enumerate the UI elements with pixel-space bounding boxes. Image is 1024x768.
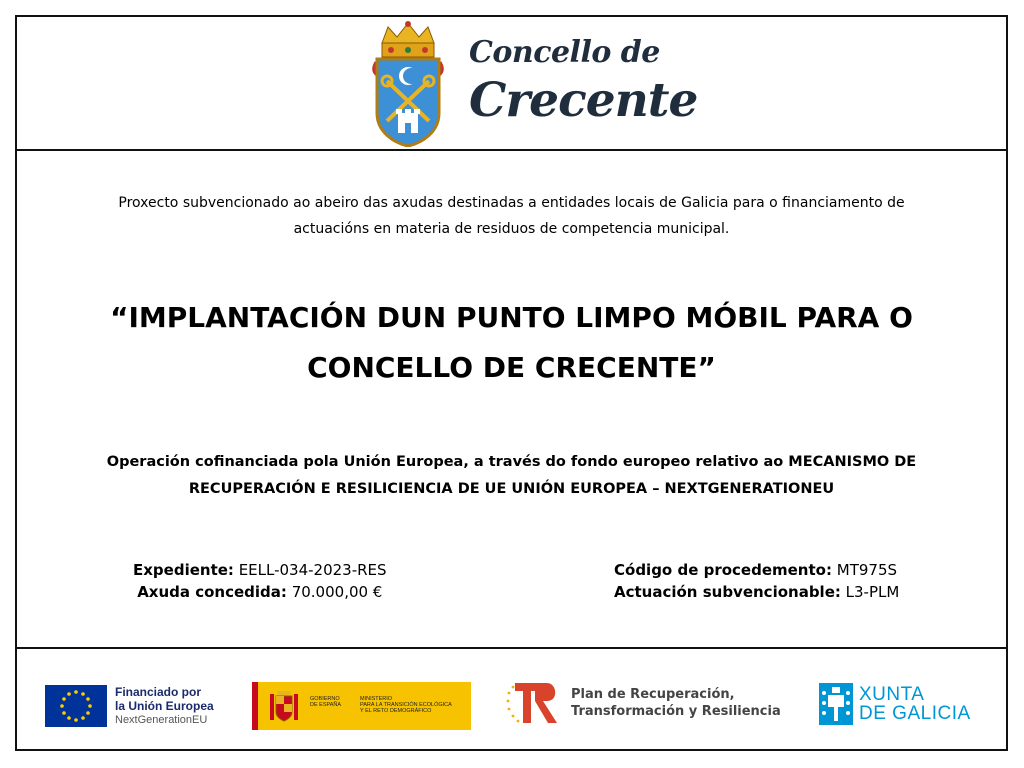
spain-flag-stripe [252,682,258,730]
actuacion-row [614,581,899,603]
eu-line-3: NextGenerationEU [115,714,208,726]
xunta-line-2: DE GALICIA [859,703,971,724]
recovery-plan-tr-icon [505,679,561,727]
axuda-label: Axuda concedida: [137,583,287,601]
ministerio-line-1: MINISTERIO [360,696,393,702]
poster-frame [15,15,1008,751]
codigo-value: MT975S [836,561,898,579]
codigo-row [614,559,899,581]
eu-logo-text [115,685,214,727]
brand-name-line-1: Concello de [469,35,660,70]
actuacion-label: Actuación subvencionable: [614,583,841,601]
xunta-text [859,685,971,723]
ministerio-line-3: Y EL RETO DEMOGRÁFICO [360,708,432,714]
expediente-row [133,559,387,581]
gobierno-text [310,696,341,708]
recovery-plan-line-2: Transformación y Resiliencia [571,704,781,719]
cofinancing-statement [57,449,966,503]
spain-government-logo [252,682,471,730]
expediente-value: EELL-034-2023-RES [238,561,387,579]
eu-line-2: la Unión Europea [115,699,214,713]
intro-line-2: actuacións en materia de residuos de competencia municipal. [293,221,730,237]
cofinancing-line-1: Operación cofinanciada pola Unión Europea, a través do fondo europeo relativo ao MECANISMO DE [106,454,917,470]
codigo-label: Código de procedemento: [614,561,832,579]
actuacion-value: L3-PLM [845,583,900,601]
xunta-emblem-icon [819,683,853,725]
xunta-line-1: XUNTA [859,684,925,705]
recovery-plan-logo [505,679,781,727]
eu-flag-icon [45,685,107,727]
ministerio-text [360,696,452,714]
recovery-plan-text [571,686,781,720]
recovery-plan-line-1: Plan de Recuperación, [571,687,735,702]
gobierno-line-2: DE ESPAÑA [310,702,342,708]
project-title-line-1: “IMPLANTACIÓN DUN PUNTO LIMPO MÓBIL PARA O [110,301,913,334]
project-title-line-2: CONCELLO DE CRECENTE” [307,351,716,384]
ministerio-line-2: PARA LA TRANSICIÓN ECOLÓGICA [360,702,452,708]
header [17,17,1006,151]
coat-of-arms-icon [369,21,447,147]
file-details [133,559,387,603]
intro-line-1: Proxecto subvencionado ao abeiro das axudas destinadas a entidades locais de Galicia para o financiamento de [118,195,905,211]
eu-line-1: Financiado por [115,685,202,699]
cofinancing-line-2: RECUPERACIÓN E RESILICIENCIA DE UE UNIÓN EUROPEA – NEXTGENERATIONEU [188,481,835,497]
funding-logos [17,647,1006,751]
brand-name-line-2: Crecente [469,73,698,128]
eu-logo [45,685,214,727]
intro-paragraph [77,190,946,242]
procedure-details [614,559,899,603]
gobierno-line-1: GOBIERNO [310,696,340,702]
spain-coat-of-arms-icon [266,688,302,724]
expediente-label: Expediente: [133,561,234,579]
axuda-row [133,581,387,603]
xunta-logo [819,683,971,725]
axuda-value: 70.000,00 € [291,583,383,601]
project-title [67,293,956,393]
